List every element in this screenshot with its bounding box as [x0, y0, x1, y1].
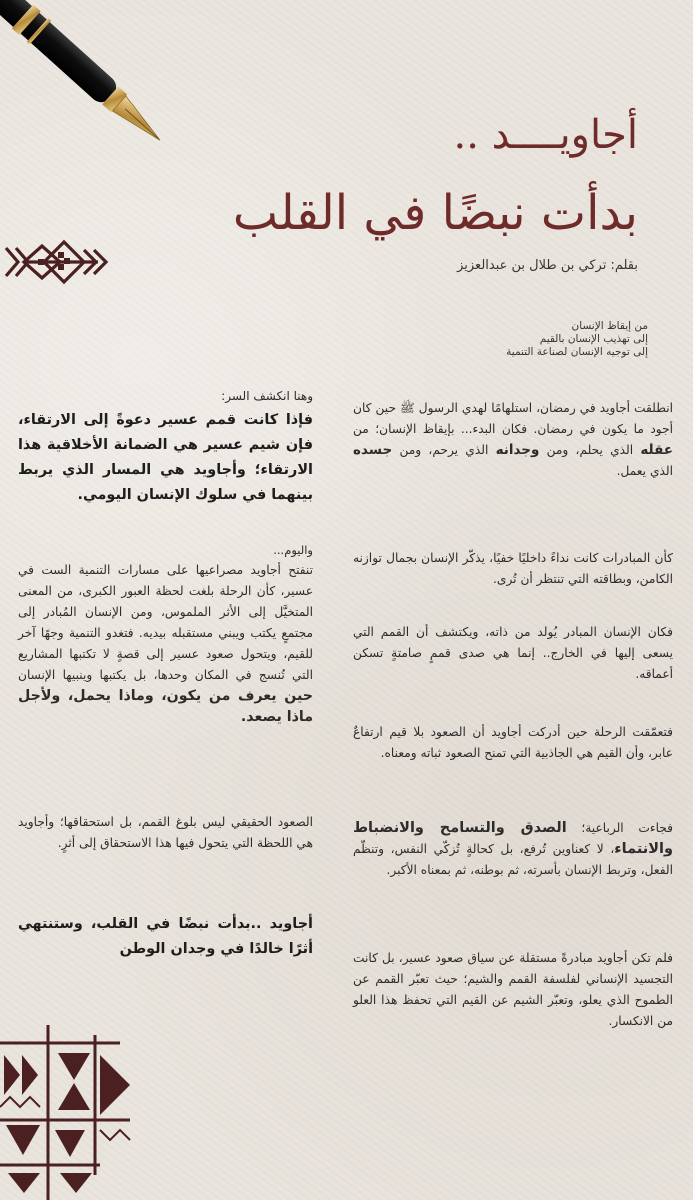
fountain-pen-icon	[0, 0, 192, 170]
page-title-line2: بدأت نبضًا في القلب	[232, 185, 638, 241]
intro-line: إلى تهذيب الإنسان بالقيم	[539, 333, 648, 345]
left-today: واليوم...	[273, 543, 313, 557]
right-paragraph-2: كأن المبادرات كانت نداءً داخليًا خفيًا، يذكّر الإنسان بجمال توازنه الكامن، وبطاقته التي تنتظر أن تُرى.	[353, 551, 673, 586]
p5-text-c: ، لا كعناوين تُرفع، بل كحالةٍ تُزكّي النفس، وتنظّم الفعل، وتربط الإنسان بأسرته، ثم بوطنه، ثم بمعناه الأكبر.	[353, 842, 673, 877]
p1-bold-body: جسده	[353, 442, 393, 458]
left-lead: وهنا انكشف السر:	[221, 389, 313, 403]
right-paragraph-3: فكان الإنسان المبادر يُولد من ذاته، ويكتشف أن القمم التي يسعى إليها في الخارج.. إنما هي صدى قممٍ صامتةٍ تسكن أعماقه.	[353, 625, 673, 681]
p1-text-c: الذي يحلم، ومن	[539, 443, 641, 457]
sadu-arrow-motif-icon	[2, 232, 112, 292]
left-closing: أجاويد ..بدأت نبضًا في القلب، وستنتهي أثرًا خالدًا في وجدان الوطن	[18, 916, 313, 957]
p1-text-a: انطلقت أجاويد في رمضان، استلهامًا لهدي الرسول ﷺ حين كان أجود ما يكون في رمضان. فكان البدء... بإيقاظ الإنسان؛ من	[353, 401, 673, 436]
right-paragraph-6: فلم تكن أجاويد مبادرةً مستقلة عن سياق صعود عسير، بل كانت التجسيد الإنساني لفلسفة القمم والشيم؛ حيث تعبّر القمم عن الطموح الذي يعلو، وتعبّر الشيم عن القيم التي تحفظ هذا العلو من الانكسار.	[353, 951, 673, 1028]
p1-bold-conscience: وجدانه	[495, 442, 540, 458]
intro-list	[388, 320, 648, 359]
intro-line: من إيقاظ الإنسان	[571, 320, 648, 332]
p5-text-a: فجاءت الرباعية؛	[566, 821, 673, 835]
p1-text-e: الذي يعمل.	[616, 464, 673, 478]
left-p2-text: تنفتح أجاويد مصراعيها على مسارات التنمية الست في عسير، كأن الرحلة بلغت لحظة العبور الكبرى، من المعنى المتخيَّل إلى الأثر الملموس، ومن الإنسان المُبادر إلى مجتمعٍ يكتب ويبني مستقبله بيديه. فتغدو التنمية وجهًا آخر للقيم، ويتحول صعود عسير إلى قصةٍ لا تكتبها المشاريع التي تُنسج في المكان وحدها، بل يكتبها وينبيها الإنسان	[18, 563, 313, 682]
p1-bold-mind: عقله	[640, 442, 674, 458]
left-paragraph-2	[18, 560, 313, 728]
left-p2-bold: حين يعرف من يكون، وماذا يحمل، ولأجل ماذا يصعد.	[18, 688, 313, 725]
left-bold-quote: فإذا كانت قمم عسير دعوةً إلى الارتقاء، فإن شيم عسير هي الضمانة الأخلاقية هذا الارتقاء؛ وأجاويد هي المسار الذي يربط بينهما في سلوك الإنسان اليومي.	[18, 412, 313, 503]
page-title-line1: أجاويــــد ..	[453, 112, 638, 158]
right-paragraph-4: فتعمّقت الرحلة حين أدركت أجاويد أن الصعود بلا قيم ارتفاعٌ عابر، وأن القيم هي الجاذبية التي تمنح الصعود ثباته ومعناه.	[353, 725, 673, 760]
intro-line: إلى توجيه الإنسان لصناعة التنمية	[506, 346, 648, 358]
p5-bold-values: الصدق والتسامح والانضباط والانتماء	[353, 820, 673, 857]
right-paragraph-5	[353, 818, 673, 881]
p1-text-d: الذي يرحم، ومن	[392, 443, 496, 457]
author-byline: بقلم: تركي بن طلال بن عبدالعزيز	[457, 258, 638, 273]
left-paragraph-3: الصعود الحقيقي ليس بلوغ القمم، بل استحقاقها؛ وأجاويد هي اللحظة التي يتحول فيها هذا الاستحقاق إلى أثرٍ.	[18, 815, 313, 850]
sadu-geometric-motif-icon	[0, 1025, 135, 1200]
right-paragraph-1	[353, 398, 673, 482]
